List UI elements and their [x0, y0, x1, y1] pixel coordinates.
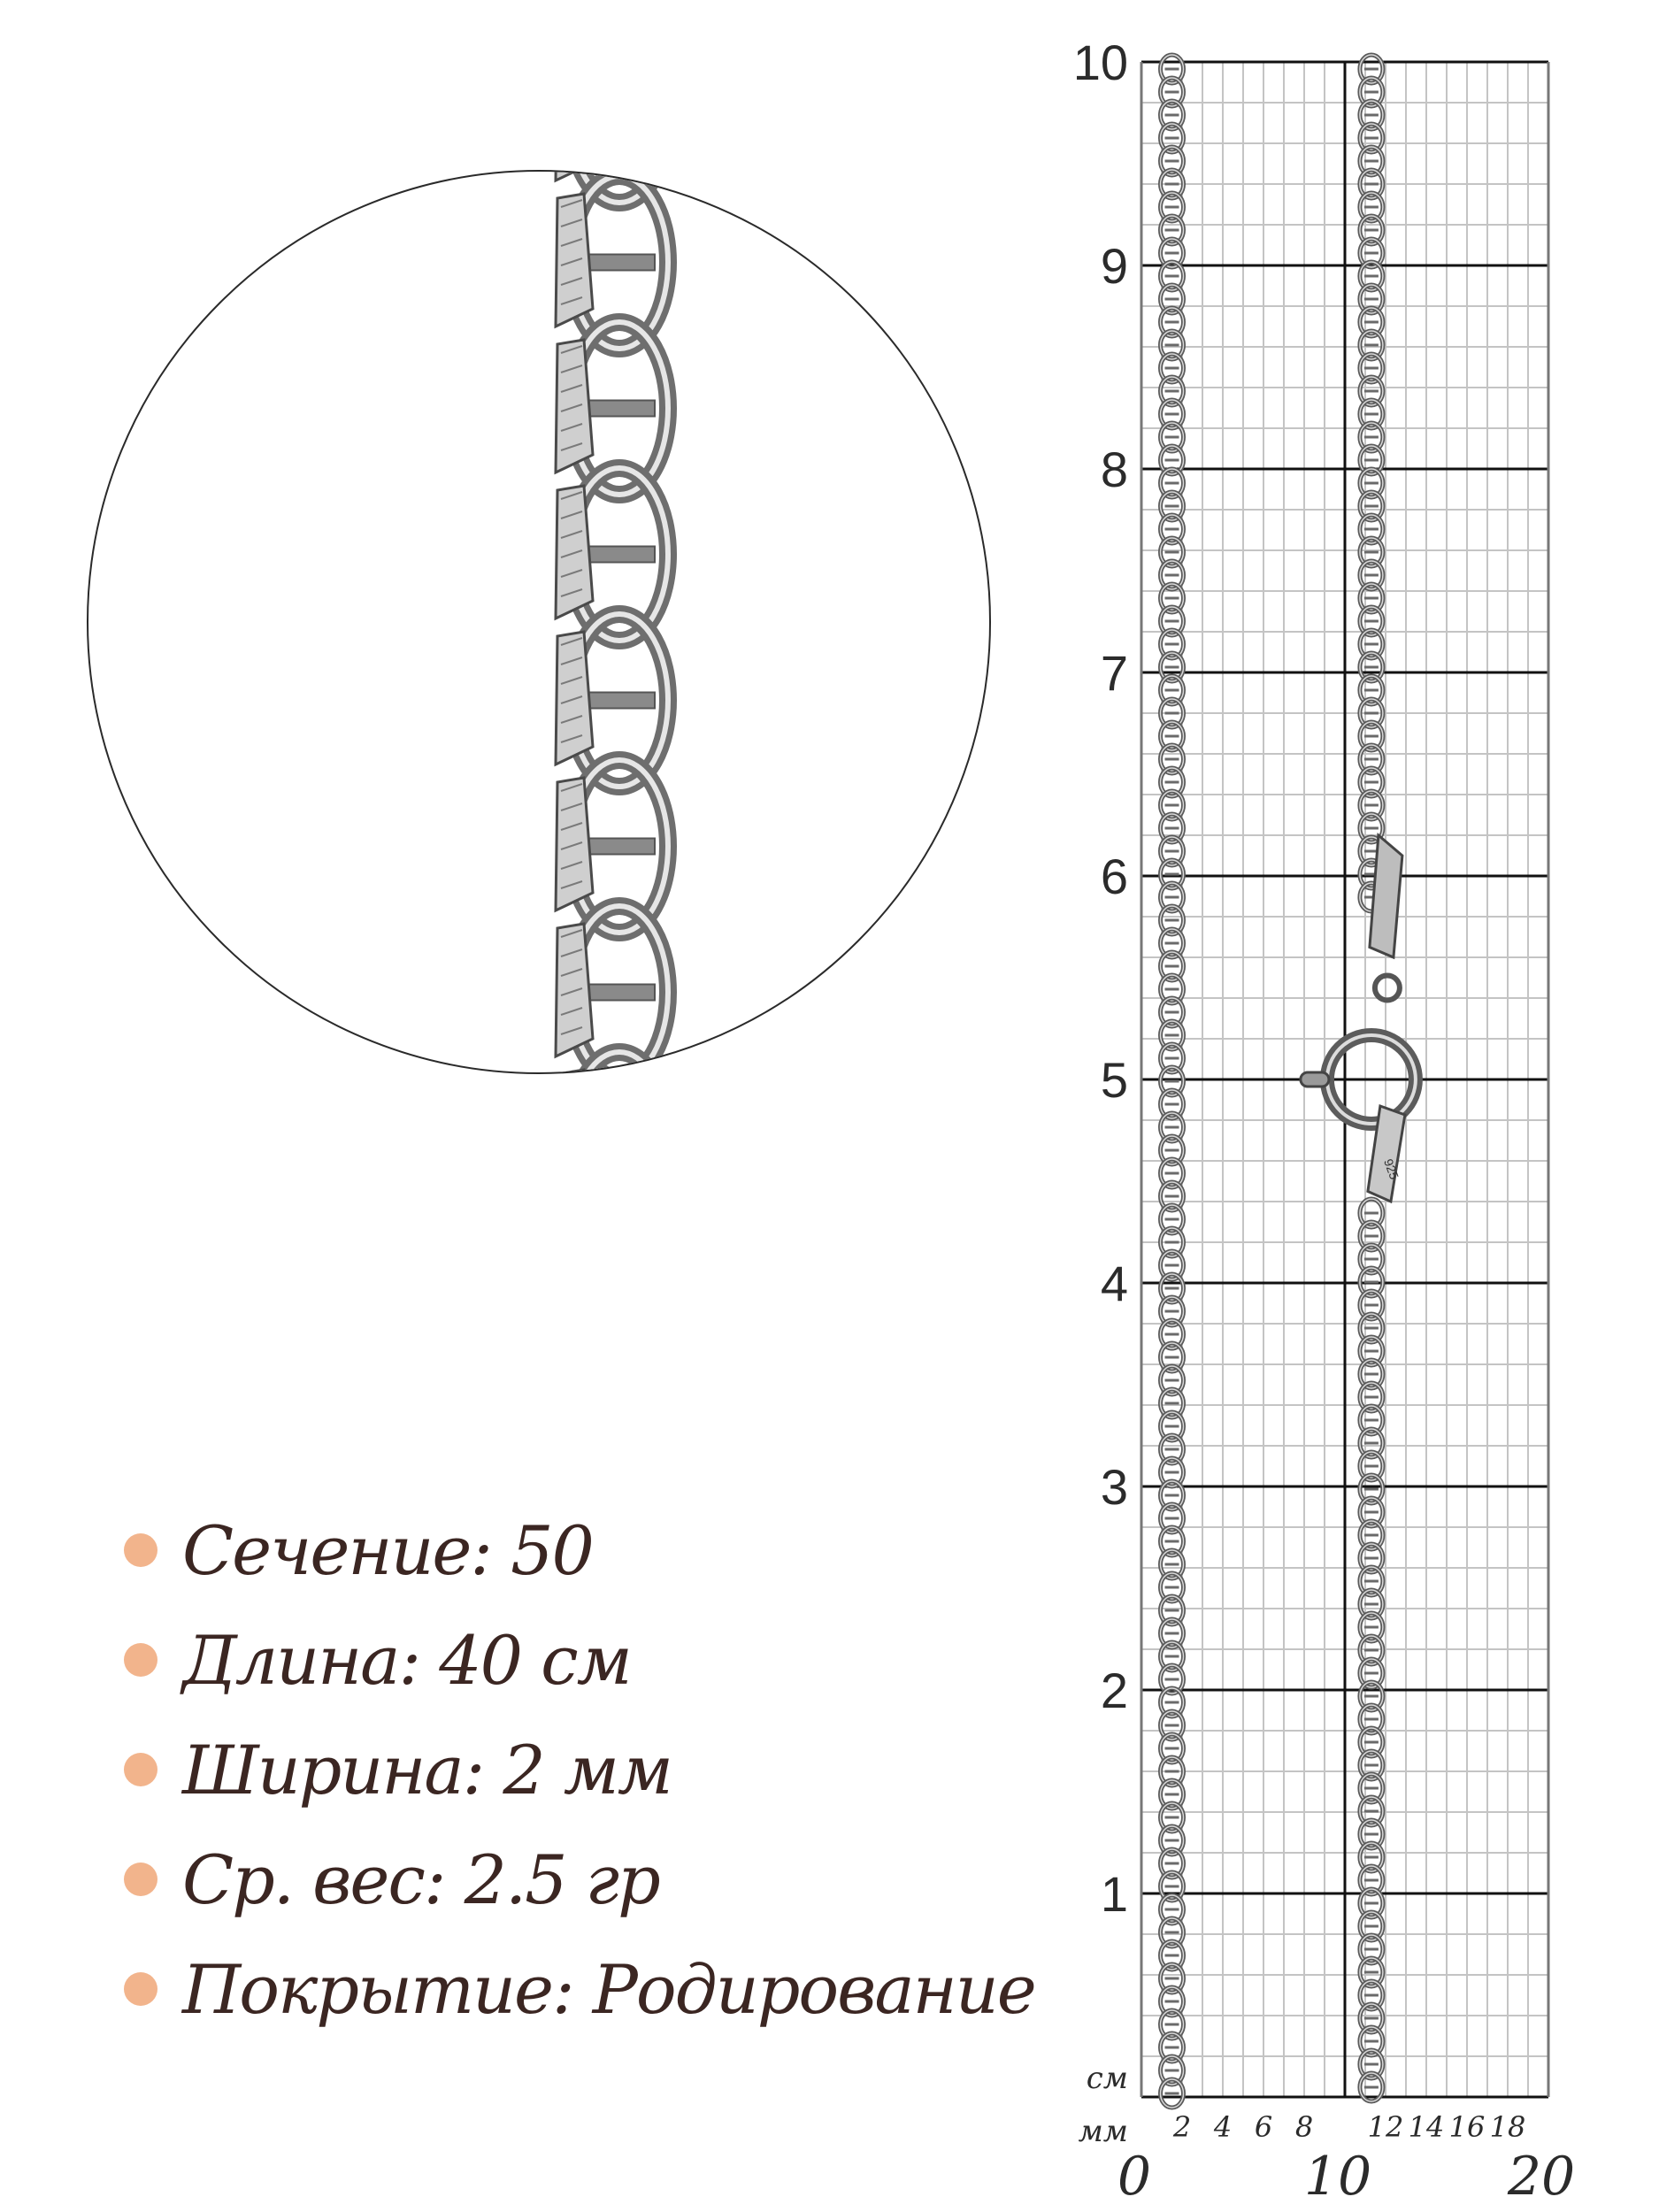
- spec-item-weight: [124, 1824, 1009, 1934]
- spec-list: [124, 1495, 1035, 2044]
- mm-tick-label: 6: [1254, 2110, 1273, 2144]
- ruler-grid: [1044, 35, 1610, 2212]
- spec-coating-text: Покрытие: Родирование: [182, 1949, 1035, 2029]
- spec-length-text: Длина: 40 см: [182, 1620, 631, 1700]
- mm-tick-label: 2: [1172, 2110, 1192, 2144]
- spec-weight-text: Ср. вес: 2.5 гр: [182, 1839, 659, 1919]
- dot-bullet-icon: [124, 1972, 157, 2006]
- y-axis-label: 3: [1100, 1459, 1128, 1515]
- mm-tick-label: 4: [1213, 2110, 1233, 2144]
- chain-closeup-icon: [88, 172, 989, 1072]
- y-axis-label: 6: [1100, 849, 1128, 904]
- mm-tick-label: 16: [1448, 2110, 1486, 2144]
- y-axis-label: 4: [1100, 1256, 1128, 1311]
- mm-tick-label: 18: [1489, 2110, 1526, 2144]
- chain-zoom-circle: [87, 170, 991, 1074]
- mm-tick-label: 12: [1367, 2110, 1404, 2144]
- dot-bullet-icon: [124, 1643, 157, 1677]
- spec-section-text: Сечение: 50: [182, 1510, 593, 1590]
- x-axis-label: 10: [1303, 2146, 1372, 2208]
- spec-width-text: Ширина: 2 мм: [182, 1730, 672, 1809]
- cm-unit-label: см: [1086, 2061, 1128, 2096]
- y-axis-label: 8: [1100, 442, 1128, 497]
- y-axis-label: 7: [1100, 645, 1128, 701]
- y-axis-label: 1: [1100, 1866, 1128, 1922]
- x-axis-label: 20: [1507, 2146, 1576, 2208]
- dot-bullet-icon: [124, 1533, 157, 1567]
- spec-item-length: [124, 1605, 1009, 1715]
- spec-item-width: [124, 1715, 1009, 1824]
- dot-bullet-icon: [124, 1863, 157, 1896]
- spring-ring-clasp-icon: [1301, 835, 1416, 1202]
- spec-item-section: [124, 1495, 1009, 1605]
- y-axis-label: 10: [1072, 35, 1128, 90]
- mm-unit-label: мм: [1078, 2114, 1128, 2149]
- chain-strand-left: [1161, 55, 1184, 2108]
- y-axis-label: 9: [1100, 238, 1128, 294]
- y-axis-label: 5: [1100, 1052, 1128, 1108]
- clasp-925-mark: 925: [1381, 1156, 1402, 1181]
- chain-icon: [556, 172, 668, 1072]
- x-axis-label: 0: [1117, 2146, 1152, 2208]
- mm-tick-label: 14: [1408, 2110, 1445, 2144]
- y-axis-label: 2: [1100, 1663, 1128, 1718]
- measurement-ruler: [1044, 35, 1610, 2212]
- dot-bullet-icon: [124, 1753, 157, 1786]
- mm-tick-label: 8: [1294, 2110, 1314, 2144]
- spec-item-coating: [124, 1934, 1035, 2044]
